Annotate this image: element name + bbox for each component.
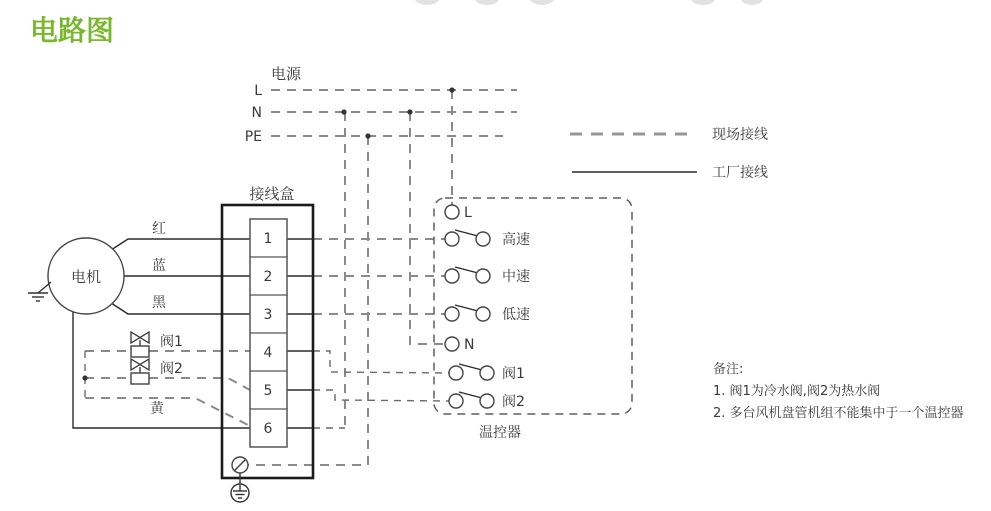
junction-box-label: 接线盒 (249, 185, 295, 203)
legend-factory-label: 工厂接线 (712, 165, 768, 181)
legend-field-label: 现场接线 (712, 127, 768, 143)
motor-label: 电机 (70, 268, 102, 286)
low-speed-label: 低速 (502, 307, 530, 323)
legend (570, 126, 768, 181)
wire-black-label: 黑 (152, 295, 166, 311)
thermostat-label: 温控器 (479, 425, 521, 441)
terminal-6: 6 (263, 421, 273, 437)
earth-terminal-icon (232, 457, 248, 473)
motor-wiring (28, 221, 250, 428)
motor-ground-icon (28, 282, 51, 301)
switch-high-speed (445, 230, 490, 246)
terminal-4: 4 (263, 345, 273, 361)
note-1: 1. 阀1为冷水阀,阀2为热水阀 (713, 384, 881, 399)
thermostat-n-terminal (445, 337, 459, 351)
junction-box (222, 185, 313, 502)
wire-black (108, 301, 250, 314)
switch-valve2 (449, 392, 494, 408)
power-supply-rails (245, 65, 517, 145)
wire-valve2 (85, 378, 250, 390)
thermostat-valve2-label: 阀2 (502, 394, 525, 410)
switch-valve1 (449, 364, 494, 380)
high-speed-label: 高速 (502, 232, 530, 248)
wire-blue-label: 蓝 (152, 258, 166, 274)
rail-label-n: N (251, 105, 262, 121)
terminal-2: 2 (263, 269, 273, 285)
terminal-right-stubs (287, 239, 313, 428)
wire-yellow-label: 黄 (150, 401, 164, 417)
thermostat-n-label: N (464, 337, 475, 353)
switch-low-speed (445, 305, 490, 321)
switch-mid-speed (445, 267, 490, 283)
mid-speed-label: 中速 (502, 269, 530, 285)
thermostat-l-terminal (445, 205, 459, 219)
valve2-label: 阀2 (160, 361, 183, 377)
page-top-artifacts (414, 0, 764, 5)
thermostat (434, 198, 632, 441)
valve1-label: 阀1 (160, 334, 183, 350)
terminal-3: 3 (263, 307, 273, 323)
valve1-symbol (131, 332, 149, 357)
wire-valve-common (85, 398, 250, 426)
page-title: 电路图 (30, 14, 115, 47)
wire-n-to-thermostat (410, 112, 445, 344)
power-label: 电源 (270, 65, 302, 83)
rail-label-l: L (254, 83, 262, 99)
thermostat-valve1-label: 阀1 (502, 366, 525, 382)
terminal-1: 1 (263, 231, 273, 247)
wire-red (108, 239, 250, 252)
thermostat-l-label: L (464, 205, 472, 221)
thermostat-outline (434, 198, 632, 414)
note-2: 2. 多台风机盘管机组不能集中于一个温控器 (713, 406, 964, 421)
terminal-5: 5 (263, 383, 273, 399)
notes (713, 362, 964, 421)
wire-t5-valve2 (313, 390, 449, 401)
valve2-symbol (131, 359, 149, 384)
wire-t4-valve1 (313, 351, 449, 373)
notes-heading: 备注: (713, 362, 744, 377)
rail-label-pe: PE (244, 129, 262, 145)
valve-wiring (82, 332, 250, 426)
wire-red-label: 红 (152, 221, 166, 237)
